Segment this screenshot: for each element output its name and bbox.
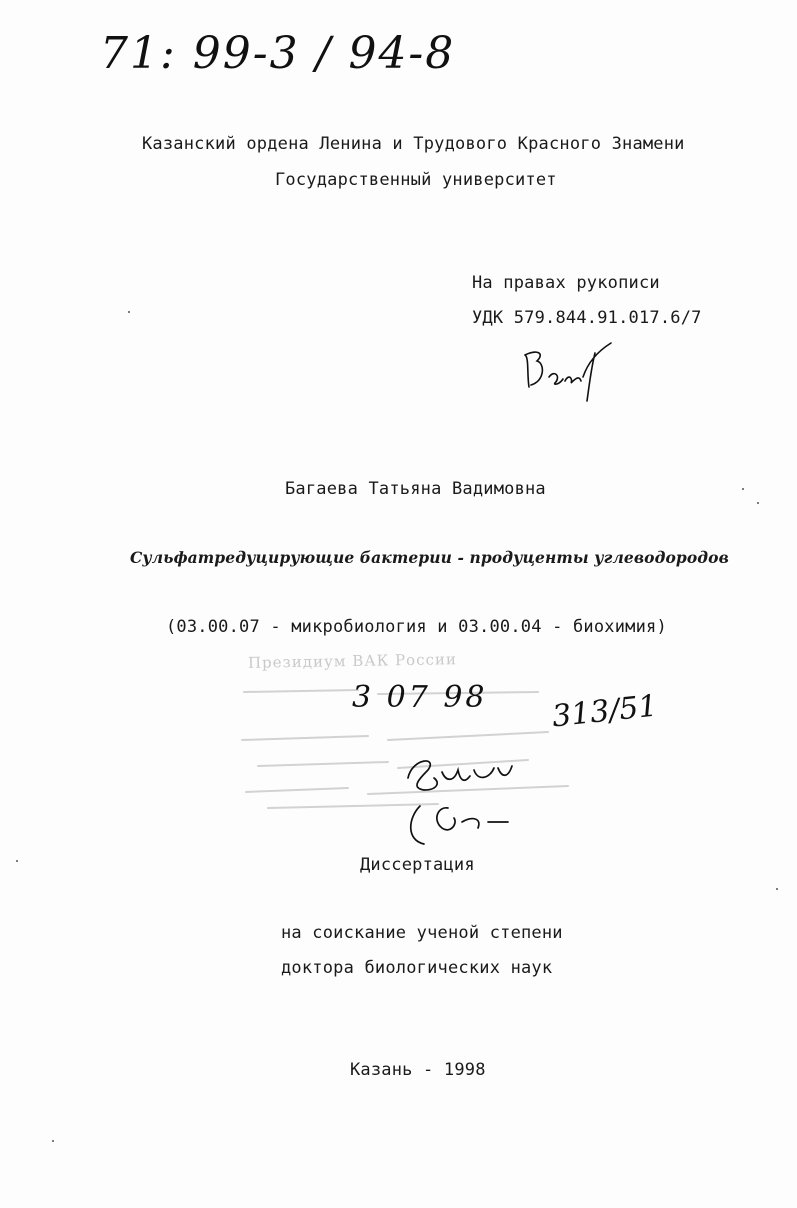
- document-type: Диссертация: [360, 855, 475, 875]
- manuscript-rights-label: На правах рукописи: [472, 273, 660, 293]
- degree-line1: на соискание ученой степени: [281, 923, 563, 943]
- city-year: Казань - 1998: [350, 1060, 486, 1080]
- handwritten-archive-code: 71: 99-3 / 94-8: [100, 28, 456, 79]
- faded-stamp-text: Президиум ВАК России: [247, 650, 458, 672]
- author-name: Багаева Татьяна Вадимовна: [285, 479, 546, 499]
- stamp-date: 3 07 98: [352, 680, 488, 715]
- signature-upper: [515, 335, 625, 405]
- degree-line2: доктора биологических наук: [281, 958, 553, 978]
- udk-code: УДК 579.844.91.017.6/7: [472, 308, 702, 328]
- dissertation-title: Сульфатредуцирующие бактерии - продуценты углеводородов: [130, 548, 729, 567]
- scan-speck: [776, 888, 778, 890]
- scan-speck: [742, 488, 744, 490]
- signature-stamp: [398, 748, 568, 848]
- scan-speck: [52, 1140, 54, 1142]
- stamp-registration-number: 313/51: [550, 688, 660, 735]
- scan-speck: [16, 860, 18, 862]
- institution-name-line2: Государственный университет: [275, 170, 557, 190]
- institution-name-line1: Казанский ордена Ленина и Трудового Красного Знамени: [142, 134, 685, 154]
- scan-speck: [757, 502, 759, 504]
- specialty-codes: (03.00.07 - микробиология и 03.00.04 - биохимия): [166, 617, 667, 637]
- scan-speck: [128, 311, 130, 313]
